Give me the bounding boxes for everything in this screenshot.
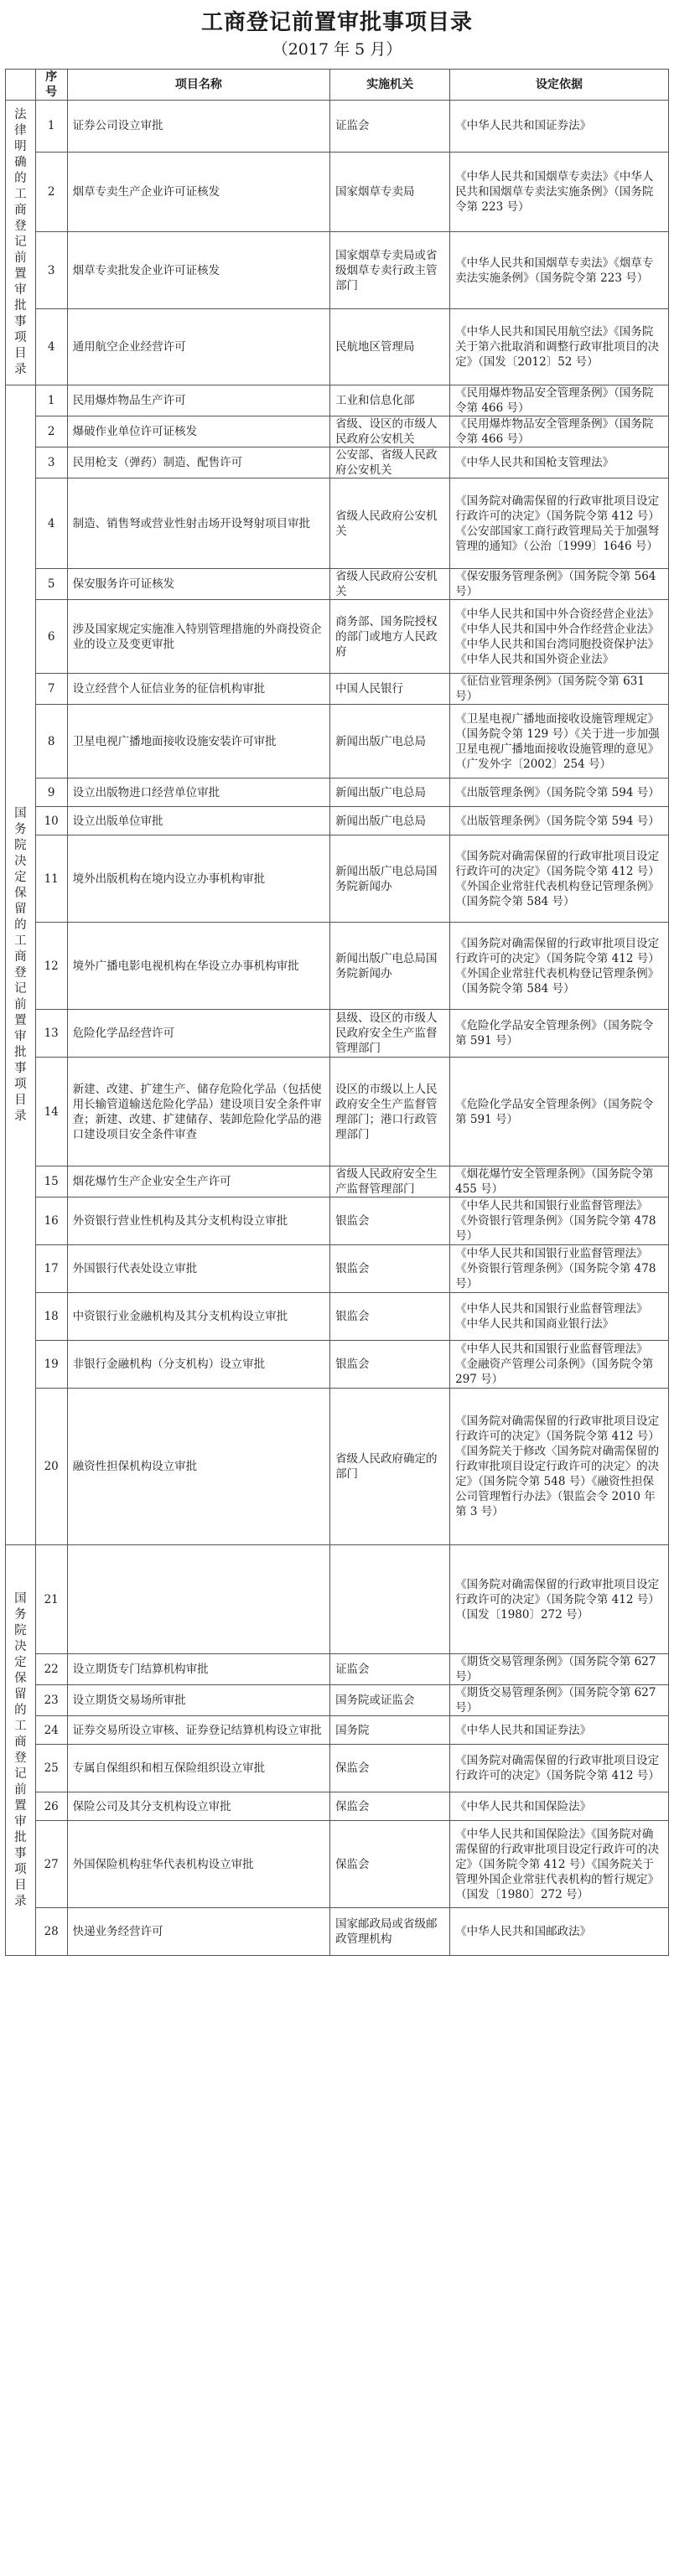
legal-basis: 《危险化学品安全管理条例》（国务院令第 591 号） [450, 1058, 669, 1166]
table-row [6, 807, 669, 835]
row-number: 24 [35, 1716, 67, 1745]
agency-name: 证监会 [330, 1654, 450, 1685]
header-category [6, 70, 36, 101]
row-number: 23 [35, 1685, 67, 1716]
agency-name: 保监会 [330, 1745, 450, 1792]
item-name: 设立出版单位审批 [67, 807, 329, 835]
item-name: 证券公司设立审批 [67, 101, 329, 153]
item-name: 爆破作业单位许可证核发 [67, 416, 329, 447]
table-row [6, 705, 669, 778]
document-subtitle: （2017 年 5 月） [272, 40, 402, 59]
category-cell [6, 385, 36, 1545]
table-row [6, 835, 669, 923]
item-name: 境外出版机构在境内设立办事机构审批 [67, 835, 329, 923]
agency-name: 省级人民政府公安机关 [330, 569, 450, 600]
legal-basis: 《中华人民共和国银行业监督管理法》《外资银行管理条例》（国务院令第 478 号） [450, 1197, 669, 1245]
table-row [6, 1821, 669, 1908]
table-row [6, 1197, 669, 1245]
item-name: 卫星电视广播地面接收设施安装许可审批 [67, 705, 329, 778]
table-row [6, 416, 669, 447]
legal-basis: 《中华人民共和国中外合资经营企业法》《中华人民共和国中外合作经营企业法》《中华人民共和国台湾同胞投资保护法》《中华人民共和国外资企业法》 [450, 600, 669, 674]
item-name: 烟花爆竹生产企业安全生产许可 [67, 1166, 329, 1197]
item-name: 设立期货交易场所审批 [67, 1685, 329, 1716]
agency-name: 国务院或证监会 [330, 1685, 450, 1716]
legal-basis: 《中华人民共和国枪支管理法》 [450, 447, 669, 478]
agency-name: 省级、设区的市级人民政府公安机关 [330, 416, 450, 447]
agency-name: 国务院 [330, 1716, 450, 1745]
row-number: 17 [35, 1245, 67, 1293]
row-number: 1 [35, 101, 67, 153]
item-name: 民用枪支（弹药）制造、配售许可 [67, 447, 329, 478]
item-name: 融资性担保机构设立审批 [67, 1389, 329, 1545]
agency-name: 新闻出版广电总局国务院新闻办 [330, 835, 450, 923]
table-row [6, 1058, 669, 1166]
agency-name: 新闻出版广电总局 [330, 807, 450, 835]
table-row [6, 1293, 669, 1341]
legal-basis: 《中华人民共和国证券法》 [450, 101, 669, 153]
item-name: 烟草专卖生产企业许可证核发 [67, 152, 329, 232]
row-number: 26 [35, 1792, 67, 1821]
legal-basis: 《中华人民共和国保险法》《国务院对确需保留的行政审批项目设定行政许可的决定》（国务院令第 412 号）《国务院关于管理外国企业常驻代表机构的暂行规定》（国发〔1980〕272 号） [450, 1821, 669, 1908]
table-row [6, 1166, 669, 1197]
agency-name: 省级人民政府公安机关 [330, 478, 450, 569]
legal-basis: 《中华人民共和国烟草专卖法》《中华人民共和国烟草专卖法实施条例》（国务院令第 223 号） [450, 152, 669, 232]
header-basis: 设定依据 [450, 70, 669, 101]
table-body [6, 101, 669, 1956]
table-row [6, 101, 669, 153]
agency-name: 新闻出版广电总局国务院新闻办 [330, 923, 450, 1010]
row-number: 19 [35, 1341, 67, 1389]
row-number: 9 [35, 778, 67, 807]
legal-basis: 《征信业管理条例》（国务院令第 631 号） [450, 674, 669, 705]
row-number: 10 [35, 807, 67, 835]
table-row [6, 923, 669, 1010]
row-number: 21 [35, 1545, 67, 1654]
item-name: 设立经营个人征信业务的征信机构审批 [67, 674, 329, 705]
row-number: 6 [35, 600, 67, 674]
approval-items-table [5, 69, 669, 1956]
item-name: 非银行金融机构（分支机构）设立审批 [67, 1341, 329, 1389]
item-name: 烟草专卖批发企业许可证核发 [67, 232, 329, 308]
row-number: 12 [35, 923, 67, 1010]
category-cell [6, 1545, 36, 1956]
agency-name: 县级、设区的市级人民政府安全生产监督管理部门 [330, 1010, 450, 1058]
row-number: 22 [35, 1654, 67, 1685]
row-number: 16 [35, 1197, 67, 1245]
table-row [6, 569, 669, 600]
agency-name: 省级人民政府确定的部门 [330, 1389, 450, 1545]
agency-name: 证监会 [330, 101, 450, 153]
agency-name: 中国人民银行 [330, 674, 450, 705]
item-name: 保险公司及其分支机构设立审批 [67, 1792, 329, 1821]
item-name: 专属自保组织和相互保险组织设立审批 [67, 1745, 329, 1792]
agency-name: 民航地区管理局 [330, 308, 450, 385]
item-name: 危险化学品经营许可 [67, 1010, 329, 1058]
legal-basis: 《国务院对确需保留的行政审批项目设定行政许可的决定》（国务院令第 412 号）《公安部国家工商行政管理局关于加强弩管理的通知》（公治〔1999〕1646 号） [450, 478, 669, 569]
row-number: 4 [35, 308, 67, 385]
table-row [6, 1908, 669, 1956]
legal-basis: 《民用爆炸物品安全管理条例》（国务院令第 466 号） [450, 385, 669, 416]
agency-name: 国家烟草专卖局 [330, 152, 450, 232]
row-number: 5 [35, 569, 67, 600]
item-name: 中资银行业金融机构及其分支机构设立审批 [67, 1293, 329, 1341]
row-number: 3 [35, 447, 67, 478]
table-header-row [6, 70, 669, 101]
table-row [6, 1010, 669, 1058]
category-label: 法律明确的工商登记前置审批事项目录 [14, 108, 27, 376]
legal-basis: 《危险化学品安全管理条例》（国务院令第 591 号） [450, 1010, 669, 1058]
table-row [6, 1654, 669, 1685]
table-row [6, 447, 669, 478]
legal-basis: 《卫星电视广播地面接收设施管理规定》（国务院令第 129 号）《关于进一步加强卫星电视广播地面接收设施管理的意见》（广发外字〔2002〕254 号） [450, 705, 669, 778]
item-name: 证券交易所设立审核、证券登记结算机构设立审批 [67, 1716, 329, 1745]
category-cell [6, 101, 36, 385]
table-row [6, 674, 669, 705]
item-name: 涉及国家规定实施准入特别管理措施的外商投资企业的设立及变更审批 [67, 600, 329, 674]
row-number: 15 [35, 1166, 67, 1197]
table-row [6, 1716, 669, 1745]
header-number: 序号 [35, 70, 67, 101]
legal-basis: 《中华人民共和国保险法》 [450, 1792, 669, 1821]
row-number: 14 [35, 1058, 67, 1166]
table-row [6, 600, 669, 674]
item-name: 外国保险机构驻华代表机构设立审批 [67, 1821, 329, 1908]
legal-basis: 《国务院对确需保留的行政审批项目设定行政许可的决定》（国务院令第 412 号）（国发〔1980〕272 号） [450, 1545, 669, 1654]
legal-basis: 《中华人民共和国银行业监督管理法》《外资银行管理条例》（国务院令第 478 号） [450, 1245, 669, 1293]
agency-name: 工业和信息化部 [330, 385, 450, 416]
legal-basis: 《国务院对确需保留的行政审批项目设定行政许可的决定》（国务院令第 412 号）《外国企业常驻代表机构登记管理条例》（国务院令第 584 号） [450, 835, 669, 923]
agency-name: 公安部、省级人民政府公安机关 [330, 447, 450, 478]
agency-name: 设区的市级以上人民政府安全生产监督管理部门；港口行政管理部门 [330, 1058, 450, 1166]
agency-name: 保监会 [330, 1792, 450, 1821]
agency-name: 国家邮政局或省级邮政管理机构 [330, 1908, 450, 1956]
table-row [6, 1745, 669, 1792]
legal-basis: 《民用爆炸物品安全管理条例》（国务院令第 466 号） [450, 416, 669, 447]
row-number: 18 [35, 1293, 67, 1341]
legal-basis: 《期货交易管理条例》（国务院令第 627 号） [450, 1685, 669, 1716]
row-number: 2 [35, 416, 67, 447]
legal-basis: 《国务院对确需保留的行政审批项目设定行政许可的决定》（国务院令第 412 号） [450, 1745, 669, 1792]
table-row [6, 1685, 669, 1716]
item-name: 新建、改建、扩建生产、储存危险化学品（包括使用长输管道输送危险化学品）建设项目安全条件审查；新建、改建、扩建储存、装卸危险化学品的港口建设项目安全条件审查 [67, 1058, 329, 1166]
item-name: 外国银行代表处设立审批 [67, 1245, 329, 1293]
agency-name: 银监会 [330, 1293, 450, 1341]
table-row [6, 385, 669, 416]
legal-basis: 《中华人民共和国烟草专卖法》《烟草专卖法实施条例》（国务院令第 223 号） [450, 232, 669, 308]
item-name: 设立出版物进口经营单位审批 [67, 778, 329, 807]
agency-name: 商务部、国务院授权的部门或地方人民政府 [330, 600, 450, 674]
legal-basis: 《中华人民共和国民用航空法》《国务院关于第六批取消和调整行政审批项目的决定》（国发〔2012〕52 号） [450, 308, 669, 385]
row-number: 28 [35, 1908, 67, 1956]
item-name: 制造、销售弩或营业性射击场开设弩射项目审批 [67, 478, 329, 569]
table-row [6, 1245, 669, 1293]
agency-name: 新闻出版广电总局 [330, 705, 450, 778]
item-name: 保安服务许可证核发 [67, 569, 329, 600]
table-row [6, 1389, 669, 1545]
item-name: 通用航空企业经营许可 [67, 308, 329, 385]
row-number: 20 [35, 1389, 67, 1545]
row-number: 7 [35, 674, 67, 705]
table-row [6, 232, 669, 308]
legal-basis: 《期货交易管理条例》（国务院令第 627 号） [450, 1654, 669, 1685]
legal-basis: 《国务院对确需保留的行政审批项目设定行政许可的决定》（国务院令第 412 号）《国务院关于修改〈国务院对确需保留的行政审批项目设定行政许可的决定〉的决定》（国务院令第 548 号）《融资性担保公司管理暂行办法》（银监会令 2010 年第 3 号） [450, 1389, 669, 1545]
item-name: 民用爆炸物品生产许可 [67, 385, 329, 416]
legal-basis: 《中华人民共和国银行业监督管理法》《中华人民共和国商业银行法》 [450, 1293, 669, 1341]
category-label: 国务院决定保留的工商登记前置审批事项目录 [14, 806, 27, 1123]
row-number: 25 [35, 1745, 67, 1792]
row-number: 4 [35, 478, 67, 569]
row-number: 13 [35, 1010, 67, 1058]
agency-name: 银监会 [330, 1245, 450, 1293]
table-row [6, 1792, 669, 1821]
legal-basis: 《出版管理条例》（国务院令第 594 号） [450, 778, 669, 807]
table-row [6, 478, 669, 569]
table-row [6, 1341, 669, 1389]
row-number: 27 [35, 1821, 67, 1908]
legal-basis: 《中华人民共和国银行业监督管理法》《金融资产管理公司条例》（国务院令第 297 号） [450, 1341, 669, 1389]
legal-basis: 《出版管理条例》（国务院令第 594 号） [450, 807, 669, 835]
item-name: 快递业务经营许可 [67, 1908, 329, 1956]
agency-name: 银监会 [330, 1341, 450, 1389]
agency-name [330, 1545, 450, 1654]
row-number: 3 [35, 232, 67, 308]
legal-basis: 《中华人民共和国证券法》 [450, 1716, 669, 1745]
agency-name: 保监会 [330, 1821, 450, 1908]
row-number: 11 [35, 835, 67, 923]
legal-basis: 《中华人民共和国邮政法》 [450, 1908, 669, 1956]
item-name: 设立期货专门结算机构审批 [67, 1654, 329, 1685]
document-title: 工商登记前置审批事项目录 [200, 10, 473, 35]
agency-name: 省级人民政府安全生产监督管理部门 [330, 1166, 450, 1197]
item-name: 境外广播电影电视机构在华设立办事机构审批 [67, 923, 329, 1010]
row-number: 2 [35, 152, 67, 232]
table-row [6, 308, 669, 385]
table-row [6, 778, 669, 807]
legal-basis: 《保安服务管理条例》（国务院令第 564 号） [450, 569, 669, 600]
legal-basis: 《烟花爆竹安全管理条例》（国务院令第 455 号） [450, 1166, 669, 1197]
item-name [67, 1545, 329, 1654]
agency-name: 银监会 [330, 1197, 450, 1245]
row-number: 8 [35, 705, 67, 778]
table-row [6, 1545, 669, 1654]
agency-name: 国家烟草专卖局或省级烟草专卖行政主管部门 [330, 232, 450, 308]
legal-basis: 《国务院对确需保留的行政审批项目设定行政许可的决定》（国务院令第 412 号）《外国企业常驻代表机构登记管理条例》（国务院令第 584 号） [450, 923, 669, 1010]
row-number: 1 [35, 385, 67, 416]
table-row [6, 152, 669, 232]
item-name: 外资银行营业性机构及其分支机构设立审批 [67, 1197, 329, 1245]
agency-name: 新闻出版广电总局 [330, 778, 450, 807]
category-label: 国务院决定保留的工商登记前置审批事项目录 [14, 1591, 27, 1908]
header-agency: 实施机关 [330, 70, 450, 101]
header-item-name: 项目名称 [67, 70, 329, 101]
